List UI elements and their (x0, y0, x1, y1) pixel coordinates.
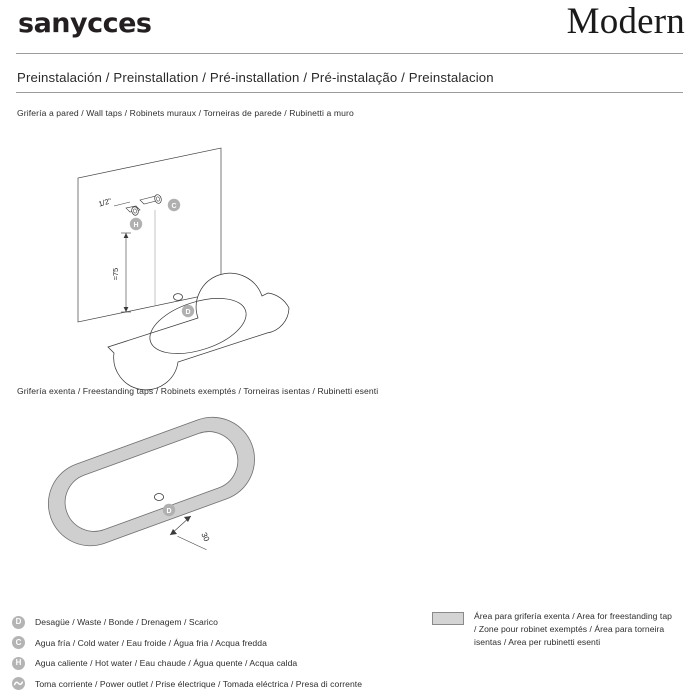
power-outlet-badge-icon (12, 677, 25, 690)
marker-drain-d (182, 305, 194, 317)
header-divider-top (16, 53, 683, 54)
page-title: Preinstalación / Preinstallation / Pré-installation / Pré-instalação / Preinstalacion (17, 70, 494, 85)
marker-cold-c-label: C (171, 203, 177, 210)
legend-item-power-outlet (12, 674, 432, 695)
hot-water-badge-icon: H (12, 657, 25, 670)
diagram-freestanding-taps (0, 410, 340, 600)
drain-hole (174, 294, 183, 301)
waste-badge-icon: D (12, 616, 25, 629)
collection-logo: Modern (566, 1, 685, 42)
marker-drain-d (163, 504, 175, 516)
legend-area-note-line3: isentas / Area per rubinetti esenti (474, 637, 601, 648)
freestanding-area-swatch (432, 612, 464, 625)
legend-area-note-text (474, 610, 672, 650)
legend-area-note-line2: / Zone pour robinet exemptés / Área para torneira (474, 624, 665, 635)
header-divider-bottom (16, 92, 683, 93)
legend-area-note (432, 610, 690, 650)
cold-water-badge-icon: C (12, 636, 25, 649)
legend-item-power-outlet-label: Toma corriente / Power outlet / Prise électrique / Tomada eléctrica / Presa di corrente (35, 678, 363, 689)
dimension-height-label: ≈75 (111, 267, 120, 281)
legend-item-hot-water (12, 653, 432, 674)
legend-item-waste (12, 612, 432, 633)
legend-symbols (12, 612, 432, 694)
legend-item-hot-water-label: Agua caliente / Hot water / Eau chaude / Água quente / Acqua calda (35, 658, 298, 669)
legend-item-waste-label: Desagüe / Waste / Bonde / Drenagem / Scarico (35, 617, 218, 628)
dimension-band-width (170, 516, 211, 550)
marker-hot-h-label: H (133, 222, 139, 229)
legend-area-note-line1: Área para grifería exenta / Area for freestanding tap (474, 611, 672, 621)
marker-hot-h (130, 218, 142, 230)
dimension-pipe-size-label: 1/2" (97, 196, 113, 209)
freestanding-area-band (37, 405, 267, 557)
drain-hole (154, 494, 163, 501)
marker-drain-d-label: D (185, 309, 191, 316)
page-header (0, 0, 699, 52)
subtitle-wall-taps: Grifería a pared / Wall taps / Robinets muraux / Torneiras de parede / Rubinetti a muro (17, 108, 354, 118)
dimension-band-width-label: 30 (199, 531, 212, 543)
legend-item-cold-water-label: Agua fría / Cold water / Eau froide / Água fria / Acqua fredda (35, 637, 267, 648)
diagram-wall-taps (0, 130, 340, 360)
subtitle-freestanding-taps: Grifería exenta / Freestanding taps / Robinets exemptés / Torneiras isentas / Rubinetti esenti (17, 386, 379, 396)
brand-logo: sanycces (18, 8, 152, 39)
marker-drain-d-label: D (166, 508, 172, 515)
power-outlet-icon (12, 677, 25, 690)
marker-cold-c (168, 199, 180, 211)
legend-item-cold-water (12, 633, 432, 654)
